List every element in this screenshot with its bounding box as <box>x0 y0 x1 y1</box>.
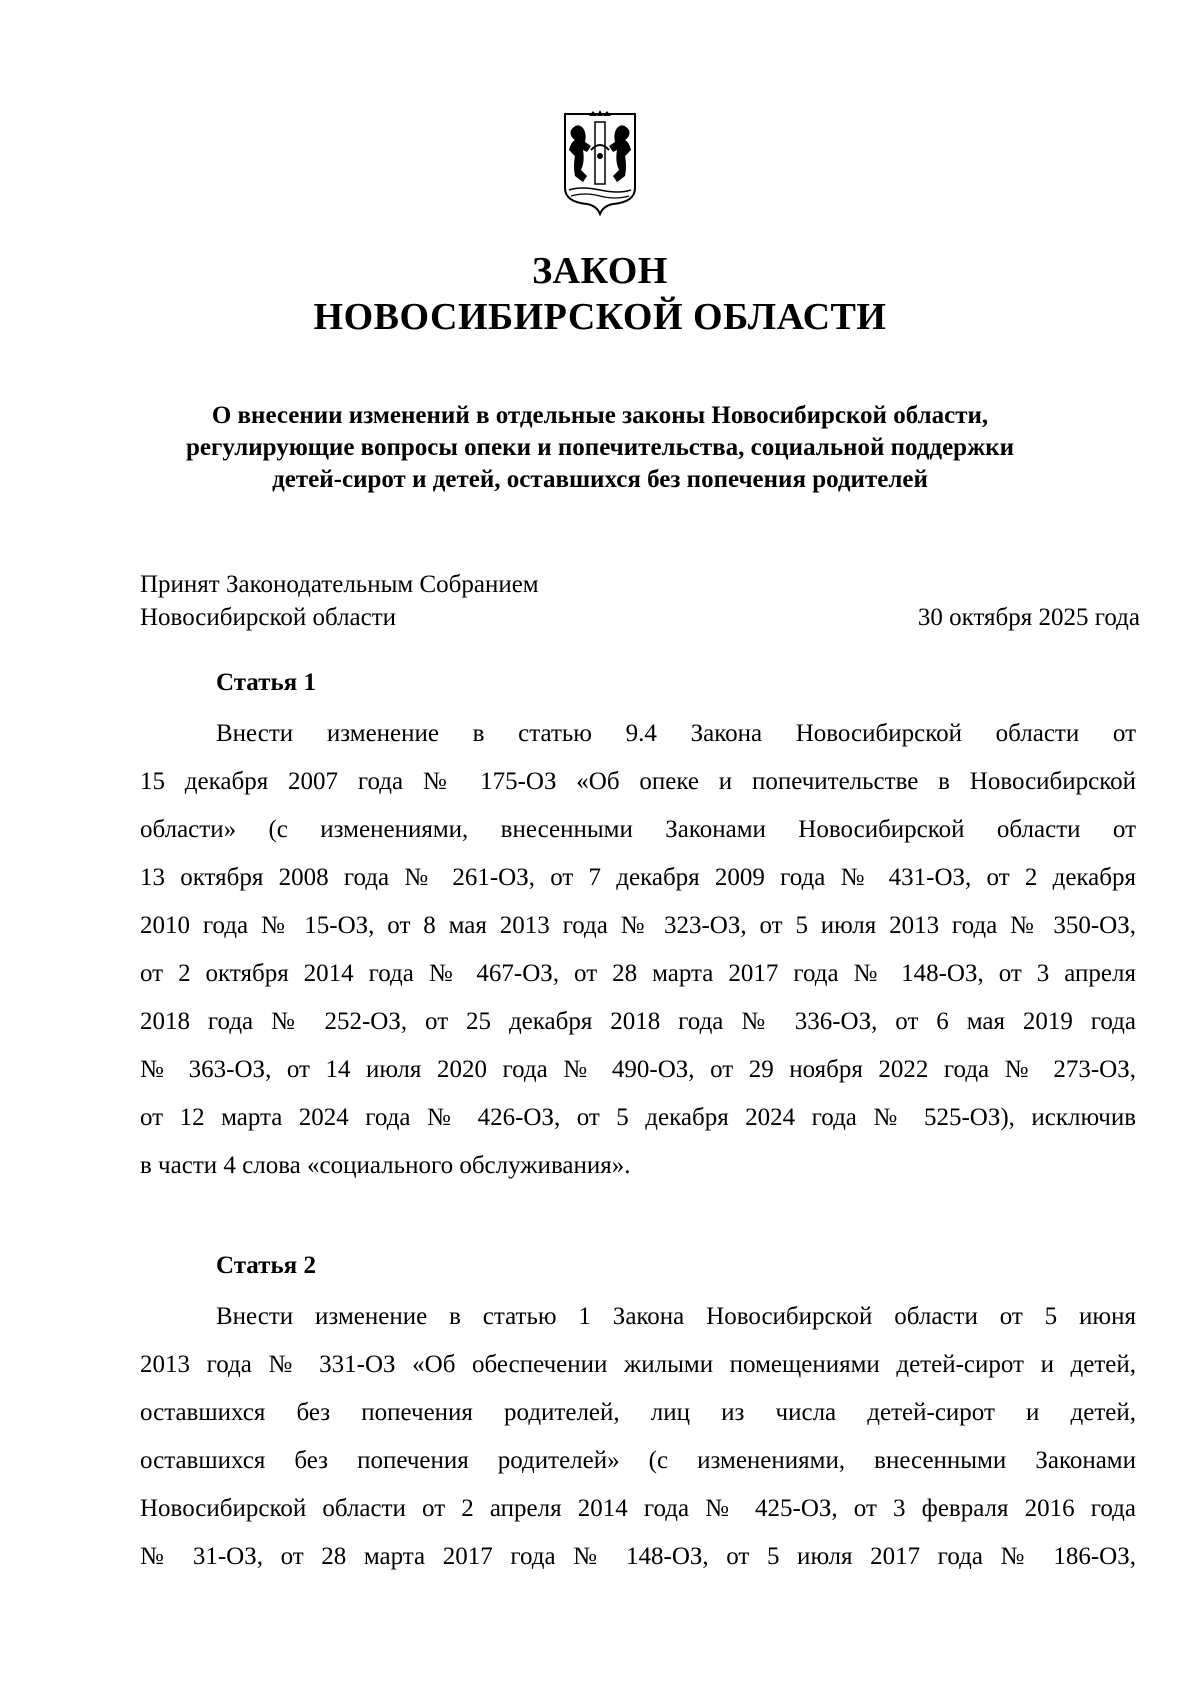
law-subject <box>140 400 1060 496</box>
law-subject-line: детей-сирот и детей, оставшихся без попечения родителей <box>272 466 928 493</box>
law-region-title: НОВОСИБИРСКОЙ ОБЛАСТИ <box>313 296 887 338</box>
article-line: оставшихся без попечения родителей» (с изменениями, внесенными Законами <box>140 1447 1136 1474</box>
article-line: 2018 года № 252-ОЗ, от 25 декабря 2018 года № 336-ОЗ, от 6 мая 2019 года <box>140 1008 1136 1035</box>
article-line: Внести изменение в статью 9.4 Закона Новосибирской области от <box>216 720 1136 747</box>
law-subject-line: регулирующие вопросы опеки и попечительства, социальной поддержки <box>185 434 1015 461</box>
adoption-date: 30 октября 2025 года <box>917 604 1140 631</box>
article-2-heading: Статья 2 <box>216 1252 316 1279</box>
article-line: от 12 марта 2024 года № 426-ОЗ, от 5 декабря 2024 года № 525-ОЗ), исключив <box>140 1104 1136 1131</box>
article-line: 13 октября 2008 года № 261-ОЗ, от 7 декабря 2009 года № 431-ОЗ, от 2 декабря <box>140 864 1136 891</box>
coat-of-arms-icon <box>561 110 639 216</box>
law-subject-line: О внесении изменений в отдельные законы Новосибирской области, <box>211 402 989 429</box>
article-line: Новосибирской области от 2 апреля 2014 года № 425-ОЗ, от 3 февраля 2016 года <box>140 1495 1136 1522</box>
article-1-body <box>140 710 1136 1190</box>
article-line: Внести изменение в статью 1 Закона Новосибирской области от 5 июня <box>216 1303 1136 1330</box>
article-2-body <box>140 1293 1136 1581</box>
article-line: 15 декабря 2007 года № 175-ОЗ «Об опеке и попечительстве в Новосибирской <box>140 768 1136 795</box>
adoption-authority <box>140 568 539 634</box>
article-line: 2010 года № 15-ОЗ, от 8 мая 2013 года № 323-ОЗ, от 5 июля 2013 года № 350-ОЗ, <box>140 912 1136 939</box>
law-title: ЗАКОН <box>532 250 668 292</box>
adoption-line: Принят Законодательным Собранием <box>140 571 539 598</box>
article-line: области» (с изменениями, внесенными Законами Новосибирской области от <box>140 816 1136 843</box>
article-line: 2013 года № 331-ОЗ «Об обеспечении жилыми помещениями детей-сирот и детей, <box>140 1351 1136 1378</box>
article-line: № 31-ОЗ, от 28 марта 2017 года № 148-ОЗ, от 5 июля 2017 года № 186-ОЗ, <box>140 1543 1136 1570</box>
article-line: № 363-ОЗ, от 14 июля 2020 года № 490-ОЗ, от 29 ноября 2022 года № 273-ОЗ, <box>140 1056 1136 1083</box>
adoption-line: Новосибирской области <box>140 604 397 631</box>
article-line: в части 4 слова «социального обслуживания». <box>140 1152 631 1179</box>
article-line: от 2 октября 2014 года № 467-ОЗ, от 28 марта 2017 года № 148-ОЗ, от 3 апреля <box>140 960 1136 987</box>
article-1-heading: Статья 1 <box>216 669 316 696</box>
article-line: оставшихся без попечения родителей, лиц из числа детей-сирот и детей, <box>140 1399 1136 1426</box>
